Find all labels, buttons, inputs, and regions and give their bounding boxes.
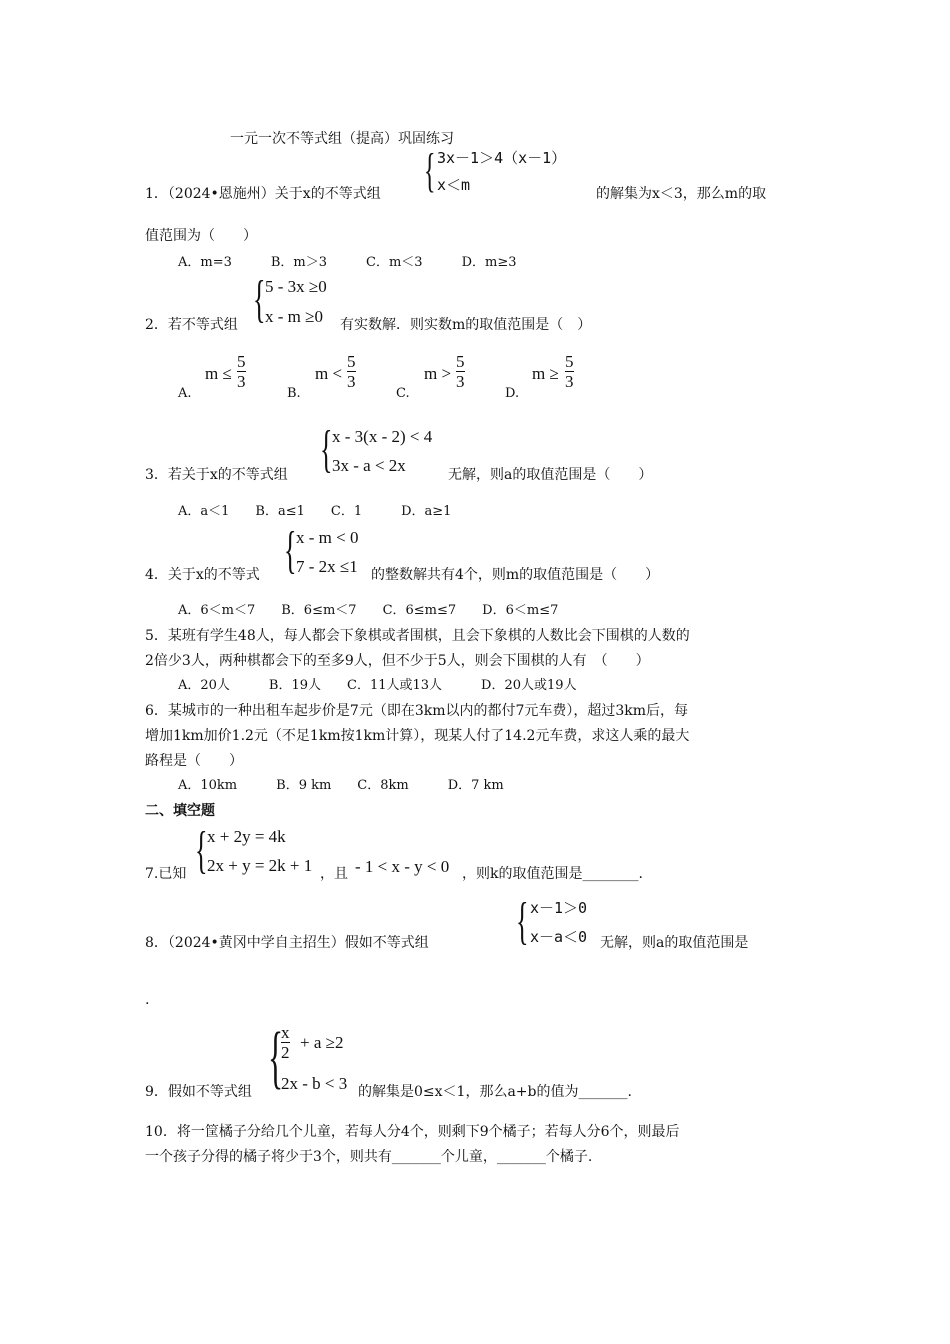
system-line-1: x－1＞0 [530, 899, 588, 917]
system-line-1: x - m < 0 [296, 528, 359, 547]
option-a-label: A. [178, 386, 192, 401]
system-brace: { [284, 522, 297, 579]
option-c-expr: m > [424, 364, 452, 383]
option-b-fraction: 5 3 [347, 352, 356, 391]
system-line-1: + a ≥2 [300, 1033, 344, 1052]
question-text: 8．（2024•黄冈中学自主招生）假如不等式组 [145, 935, 429, 951]
question-text-line2: 一个孩子分得的橘子将少于3个，则共有_______个儿童，_______个橘子. [145, 1149, 593, 1165]
option-d-label: D. [505, 386, 520, 401]
question-text-line1: 6．某城市的一种出租车起步价是7元（即在3km以内的都付7元车费），超过3km后，每 [145, 703, 689, 719]
answer-options: A．10km B．9 km C．8km D．7 km [178, 778, 504, 793]
question-text: 1．（2024•恩施州）关于x的不等式组 [145, 186, 381, 202]
system-line-2: 3x - a < 2x [332, 456, 406, 475]
system-brace: { [253, 271, 266, 328]
question-text: 4．关于x的不等式 [145, 567, 260, 583]
system-fraction: x 2 [281, 1023, 290, 1062]
question-text-cont: 的解集为x＜3，那么m的取 [596, 186, 767, 202]
system-line-2: 7 - 2x ≤1 [296, 557, 358, 576]
question-text-line2: 增加1km加价1.2元（不足1km按1km计算），现某人付了14.2元车费，求这人乘的最大 [145, 728, 690, 744]
option-b-label: B. [287, 386, 301, 401]
system-line-1: x + 2y = 4k [207, 827, 286, 846]
question-text-line1: 10．将一筐橘子分给几个儿童，若每人分4个，则剩下9个橘子；若每人分6个，则最后 [145, 1124, 680, 1140]
system-brace: { [320, 421, 333, 478]
question-text: 2．若不等式组 [145, 317, 238, 333]
option-c-fraction: 5 3 [456, 352, 465, 391]
system-brace: { [516, 893, 529, 950]
system-line-2: x＜m [437, 176, 471, 194]
question-text-line1: 5．某班有学生48人，每人都会下象棋或者围棋，且会下象棋的人数比会下围棋的人数的 [145, 628, 690, 644]
question-text-cont: 无解，则a的取值范围是（ ） [448, 467, 653, 483]
option-d-fraction: 5 3 [565, 352, 574, 391]
system-line-2: 2x + y = 2k + 1 [207, 856, 313, 875]
system-brace: { [195, 822, 208, 879]
answer-options: A．20人 B．19人 C．11人或13人 D．20人或19人 [178, 678, 577, 693]
system-line-1: 5 - 3x ≥0 [265, 277, 327, 296]
question-text-line3: 路程是（ ） [145, 753, 243, 769]
question-text-cont: 的解集是0≤x＜1，那么a+b的值为_______. [358, 1084, 632, 1100]
system-line-2: 2x - b < 3 [281, 1074, 348, 1093]
question-text: 7.已知 [145, 866, 187, 882]
answer-options: A．6＜m＜7 B．6≤m＜7 C．6≤m≤7 D．6＜m≤7 [178, 603, 559, 618]
answer-options: A．m=3 B．m＞3 C．m＜3 D．m≥3 [178, 255, 517, 270]
system-line-2: x - m ≥0 [265, 307, 323, 326]
question-text-cont: 无解，则a的取值范围是 [600, 935, 749, 951]
system-brace: { [268, 1019, 284, 1096]
question-text-cont: 的整数解共有4个，则m的取值范围是（ ） [371, 567, 660, 583]
option-c-label: C. [396, 386, 410, 401]
section-heading: 二、填空题 [145, 803, 215, 819]
system-line-1: x - 3(x - 2) < 4 [332, 427, 433, 446]
question-text-end: ，则k的取值范围是________. [462, 866, 643, 882]
question-text: 9．假如不等式组 [145, 1084, 252, 1100]
question-text-cont: ，且 [320, 866, 348, 882]
question-text-line2: . [145, 992, 150, 1008]
question-text: 3．若关于x的不等式组 [145, 467, 288, 483]
option-d-expr: m ≥ [532, 364, 559, 383]
answer-options: A．a＜1 B．a≤1 C．1 D．a≥1 [178, 504, 452, 519]
question-text-cont: 有实数解．则实数m的取值范围是（ ） [340, 317, 592, 333]
option-b-expr: m < [315, 364, 343, 383]
option-a-fraction: 5 3 [237, 352, 246, 391]
inequality-condition: - 1 < x - y < 0 [355, 857, 450, 876]
system-brace: { [424, 144, 436, 197]
question-text-line2: 值范围为（ ） [145, 228, 257, 244]
option-a-expr: m ≤ [205, 364, 232, 383]
page-title: 一元一次不等式组（提高）巩固练习 [230, 131, 454, 147]
system-line-2: x－a＜0 [530, 928, 588, 946]
system-line-1: 3x－1＞4（x－1） [437, 149, 567, 167]
question-text-line2: 2倍少3人，两种棋都会下的至多9人，但不少于5人，则会下围棋的人有 （ ） [145, 653, 650, 669]
